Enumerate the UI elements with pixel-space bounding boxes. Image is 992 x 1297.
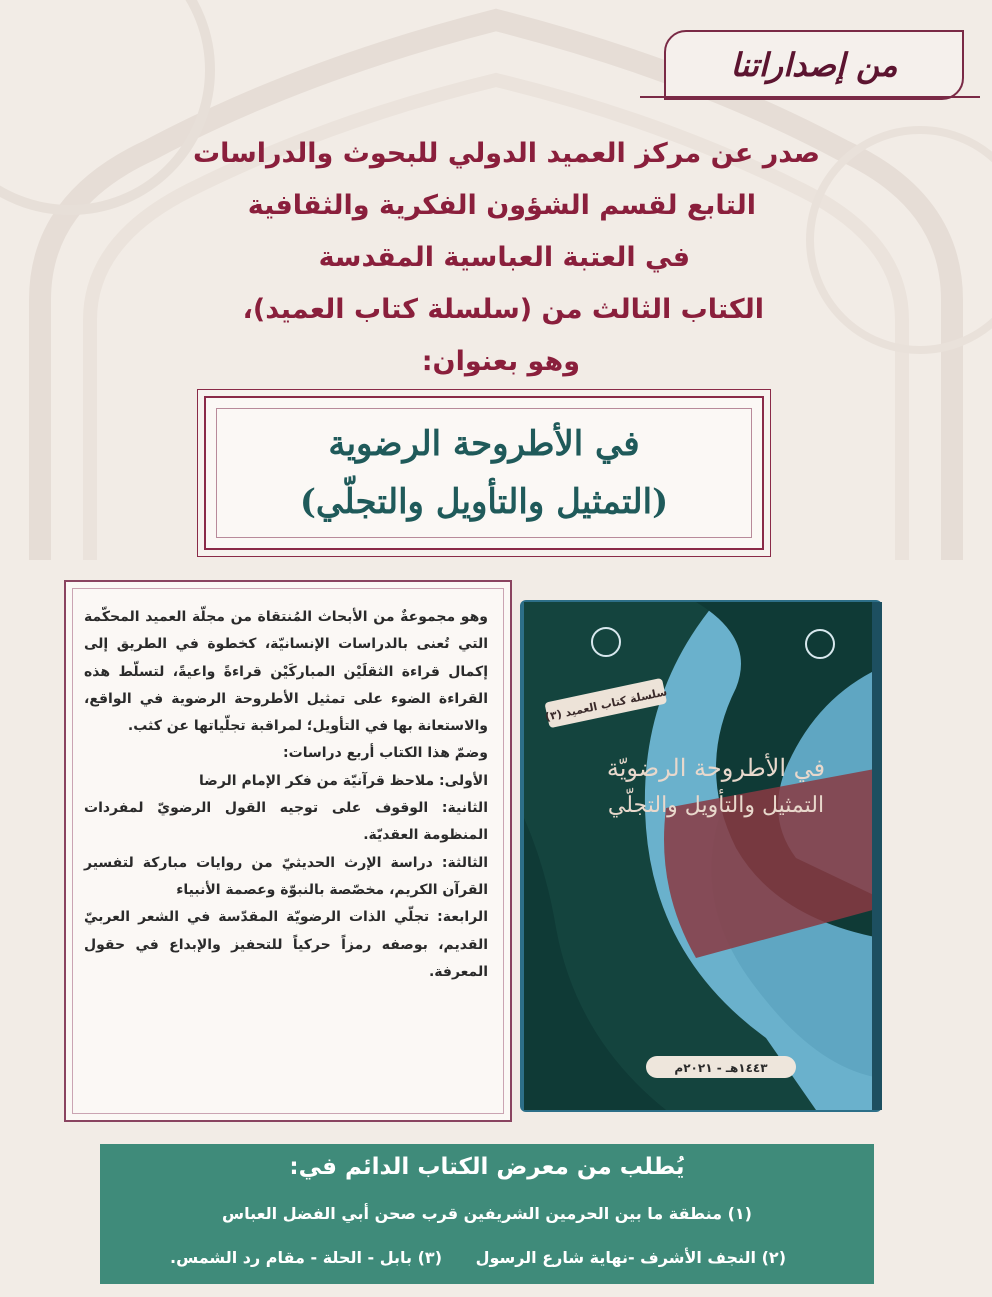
description-paragraph: وهو مجموعةٌ من الأبحاث المُنتقاة من مجلّة العميد المحكّمة التي تُعنى بالدراسات الإنسانيّة، كخطوة في الطريق إلى إكمال قراءة الثقلَيْن المباركَيْن قراءةً واعيةً، لتسلّط هذه القراءة الضوء على تمثيل الأطروحة الرضوية في الواقع، والاستعانة بها في التأويل؛ لمراقبة تجلّياتها عن كثب. — [84, 609, 488, 735]
location-item: (١) منطقة ما بين الحرمين الشريفين قرب صحن أبي الفضل العباس — [222, 1204, 752, 1223]
study-item: الأولى: ملاحظ قرآنيّة من فكر الإمام الرضا — [199, 772, 488, 789]
header-divider — [640, 96, 980, 98]
intro-line: التابع لقسم الشؤون الفكرية والثقافية — [247, 190, 756, 221]
book-title-frame — [204, 396, 764, 550]
intro-text — [160, 128, 820, 388]
location-item: (٣) بابل - الحلة - مقام رد الشمس. — [170, 1248, 442, 1267]
cover-title-line: في الأطروحة الرضويّة — [606, 754, 826, 782]
study-item: الثالثة: دراسة الإرث الحديثيّ من روايات مباركة لتفسير القرآن الكريم، مخصّصة بالنبوّة وعصمة الأنبياء — [84, 854, 488, 898]
study-item: الرابعة: تجلّي الذات الرضويّة المقدّسة في الشعر العربيّ القديم، بوصفه رمزاً حركياً للتحفيز والإبداع في حقول المعرفة. — [84, 909, 488, 980]
intro-line: الكتاب الثالث من (سلسلة كتاب العميد)، — [242, 294, 764, 325]
section-title: من إصداراتنا — [730, 46, 898, 84]
description-text — [84, 604, 488, 986]
availability-title: يُطلب من معرض الكتاب الدائم في: — [289, 1154, 685, 1180]
cover-date: ١٤٤٣هـ - ٢٠٢١م — [674, 1061, 768, 1075]
intro-line: في العتبة العباسية المقدسة — [318, 242, 690, 273]
description-box — [64, 580, 512, 1122]
location-item: (٢) النجف الأشرف -نهاية شارع الرسول — [475, 1248, 786, 1267]
availability-banner — [100, 1144, 874, 1284]
cover-series-label: سلسلة كتاب العميد (٣) — [543, 685, 669, 724]
book-subtitle-line: (التمثيل والتأويل والتجلّي) — [299, 482, 669, 522]
book-title-line: في الأطروحة الرضوية — [328, 424, 640, 464]
book-cover-image — [516, 598, 892, 1120]
cover-subtitle-line: التمثيل والتأويل والتجلّي — [607, 793, 825, 818]
intro-line: صدر عن مركز العميد الدولي للبحوث والدراسات — [192, 138, 820, 169]
description-paragraph: وضمّ هذا الكتاب أربع دراسات: — [283, 745, 488, 762]
intro-line: وهو بعنوان: — [421, 346, 580, 377]
section-header-tab — [664, 30, 964, 100]
study-item: الثانية: الوقوف على توجيه القول الرضويّ لمفردات المنظومة العقديّة. — [84, 800, 488, 844]
